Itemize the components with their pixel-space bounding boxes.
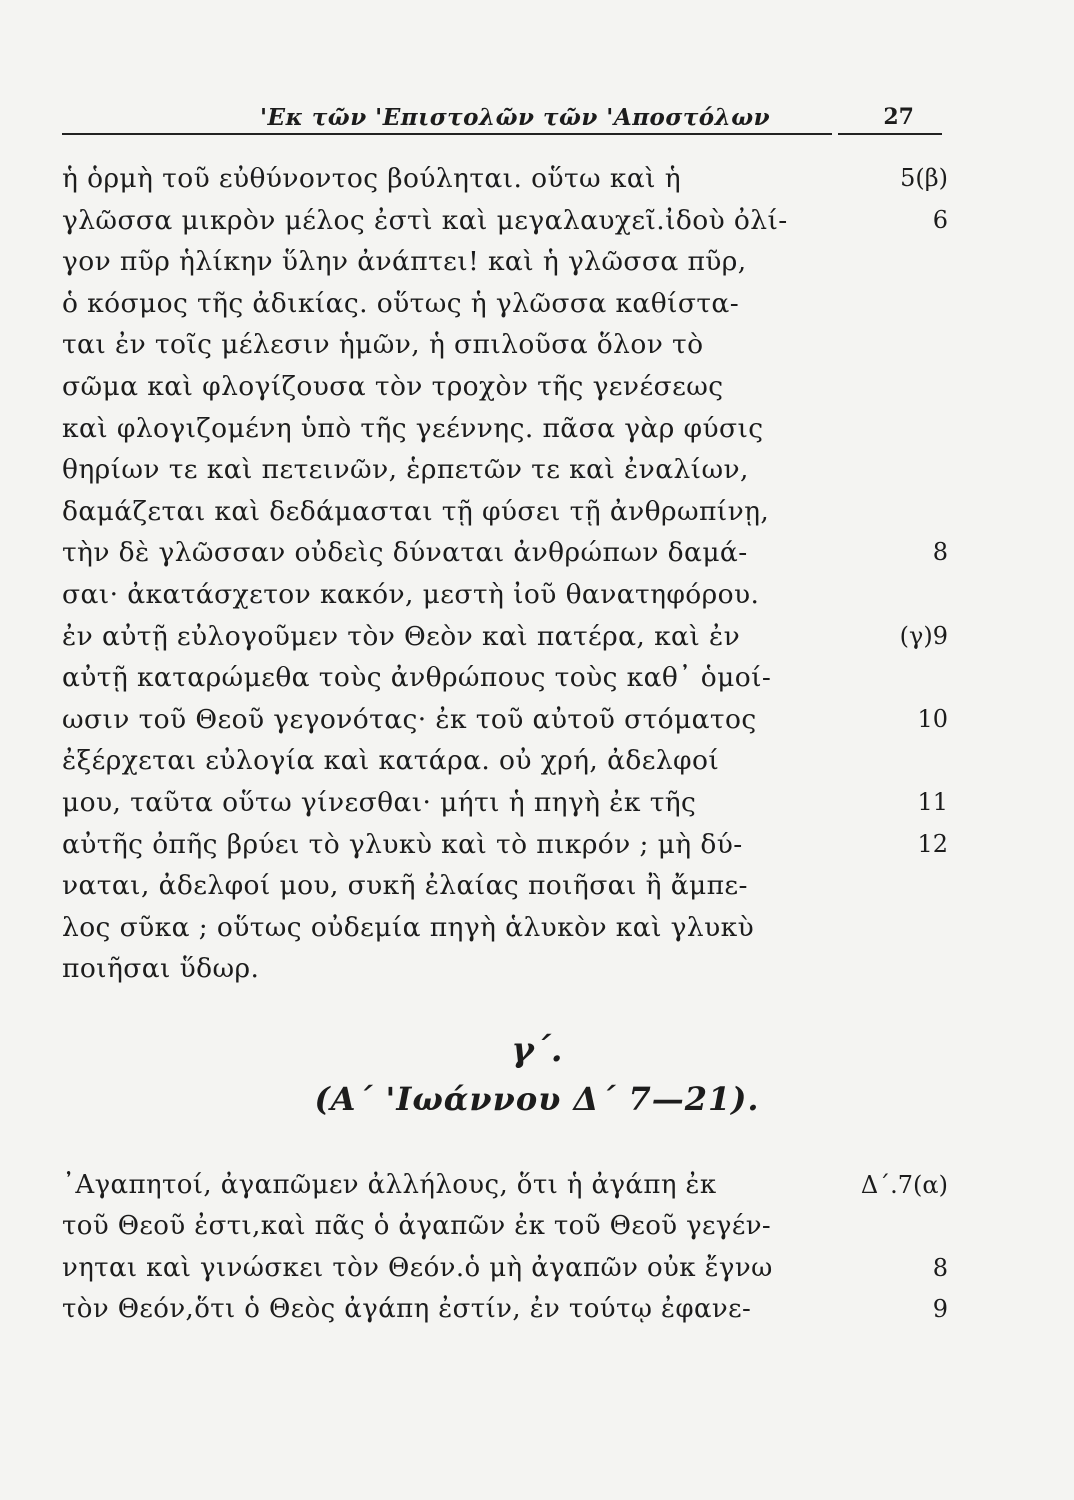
passage-john xyxy=(62,1165,948,1330)
text-line xyxy=(62,200,948,242)
line-text: θηρίων τε καὶ πετεινῶν, ἑρπετῶν τε καὶ ἐναλίων, xyxy=(62,454,749,486)
line-text: ᾿Αγαπητοί, ἀγαπῶμεν ἀλλήλους, ὅτι ἡ ἀγάπη ἐκ xyxy=(62,1170,717,1200)
text-line xyxy=(62,241,948,283)
passage-james xyxy=(62,158,948,990)
line-text: σῶμα καὶ φλογίζουσα τὸν τροχὸν τῆς γενέσεως xyxy=(62,370,724,402)
verse-number: 5(β) xyxy=(900,164,948,192)
verse-number: 9 xyxy=(932,1294,948,1323)
line-text: γον πῦρ ἡλίκην ὕλην ἀνάπτει! καὶ ἡ γλῶσσα πῦρ, xyxy=(62,246,747,278)
text-line xyxy=(62,1289,948,1330)
text-line xyxy=(62,491,948,533)
section-reference: (Α΄ 'Ιωάννου Δ΄ 7—21). xyxy=(314,1080,760,1118)
text-line xyxy=(62,657,948,699)
line-text: τὸν Θεόν,ὅτι ὁ Θεὸς ἀγάπη ἐστίν, ἐν τούτῳ ἐφανε- xyxy=(62,1293,752,1324)
text-line xyxy=(62,1206,948,1247)
line-text: ωσιν τοῦ Θεοῦ γεγονότας· ἐκ τοῦ αὐτοῦ στόματος xyxy=(62,703,757,735)
text-line xyxy=(62,366,948,408)
text-line xyxy=(62,699,948,741)
text-line xyxy=(62,948,948,990)
line-text: αὐτῆς ὀπῆς βρύει τὸ γλυκὺ καὶ τὸ πικρόν ; μὴ δύ- xyxy=(62,828,743,860)
verse-number: 12 xyxy=(917,829,948,858)
line-text: ποιῆσαι ὕδωρ. xyxy=(62,953,260,985)
verse-number: Δ΄.7(α) xyxy=(860,1171,948,1199)
line-text: ἐν αὐτῇ εὐλογοῦμεν τὸν Θεὸν καὶ πατέρα, καὶ ἐν xyxy=(62,620,741,652)
text-line xyxy=(62,158,948,200)
line-text: ναται, ἀδελφοί μου, συκῆ ἐλαίας ποιῆσαι ἢ ἄμπε- xyxy=(62,870,748,902)
line-text: ἡ ὁρμὴ τοῦ εὐθύνοντος βούληται. οὕτω καὶ ἡ xyxy=(62,163,682,194)
verse-number: 10 xyxy=(917,704,948,733)
page-number: 27 xyxy=(883,104,914,130)
text-line xyxy=(62,616,948,658)
text-line xyxy=(62,782,948,824)
text-line xyxy=(62,408,948,450)
line-text: γλῶσσα μικρὸν μέλος ἐστὶ καὶ μεγαλαυχεῖ.ἰδοὺ ὀλί- xyxy=(62,204,788,236)
page-header xyxy=(62,100,942,134)
text-line xyxy=(62,865,948,907)
header-rule xyxy=(62,133,832,135)
line-text: νηται καὶ γινώσκει τὸν Θεόν.ὁ μὴ ἀγαπῶν οὐκ ἔγνω xyxy=(62,1252,773,1283)
verse-number: 8 xyxy=(932,538,948,567)
text-line xyxy=(62,1165,948,1206)
text-line xyxy=(62,449,948,491)
running-title: 'Εκ τῶν 'Επιστολῶν τῶν 'Αποστόλων xyxy=(260,104,771,131)
text-line xyxy=(62,824,948,866)
verse-number: (γ)9 xyxy=(899,621,948,650)
text-line xyxy=(62,532,948,574)
line-text: καὶ φλογιζομένη ὑπὸ τῆς γεέννης. πᾶσα γὰρ φύσις xyxy=(62,412,764,444)
line-text: ὁ κόσμος τῆς ἀδικίας. οὕτως ἡ γλῶσσα καθίστα- xyxy=(62,287,740,319)
line-text: τοῦ Θεοῦ ἐστι,καὶ πᾶς ὁ ἀγαπῶν ἐκ τοῦ Θεοῦ γεγέν- xyxy=(62,1211,772,1242)
line-text: ται ἐν τοῖς μέλεσιν ἡμῶν, ἡ σπιλοῦσα ὅλον τὸ xyxy=(62,329,704,361)
text-line xyxy=(62,574,948,616)
header-rule-right xyxy=(838,133,942,135)
verse-number: 8 xyxy=(932,1253,948,1282)
line-text: σαι· ἀκατάσχετον κακόν, μεστὴ ἰοῦ θανατηφόρου. xyxy=(62,578,760,610)
verse-number: 11 xyxy=(917,787,948,816)
line-text: μου, ταῦτα οὕτω γίνεσθαι· μήτι ἡ πηγὴ ἐκ τῆς xyxy=(62,786,697,818)
line-text: λος σῦκα ; οὕτως οὐδεμία πηγὴ ἁλυκὸν καὶ γλυκὺ xyxy=(62,911,755,943)
line-text: ἐξέρχεται εὐλογία καὶ κατάρα. οὐ χρή, ἀδελφοί xyxy=(62,745,720,777)
section-number: γ΄. xyxy=(511,1030,563,1070)
text-line xyxy=(62,283,948,325)
text-line xyxy=(62,740,948,782)
text-line xyxy=(62,324,948,366)
text-line xyxy=(62,907,948,949)
text-line xyxy=(62,1248,948,1289)
line-text: αὐτῇ καταρώμεθα τοὺς ἀνθρώπους τοὺς καθ᾽ ὁμοί- xyxy=(62,662,772,694)
line-text: δαμάζεται καὶ δεδάμασται τῇ φύσει τῇ ἀνθρωπίνῃ, xyxy=(62,495,770,527)
line-text: τὴν δὲ γλῶσσαν οὐδεὶς δύναται ἀνθρώπων δαμά- xyxy=(62,537,748,569)
verse-number: 6 xyxy=(932,205,948,234)
